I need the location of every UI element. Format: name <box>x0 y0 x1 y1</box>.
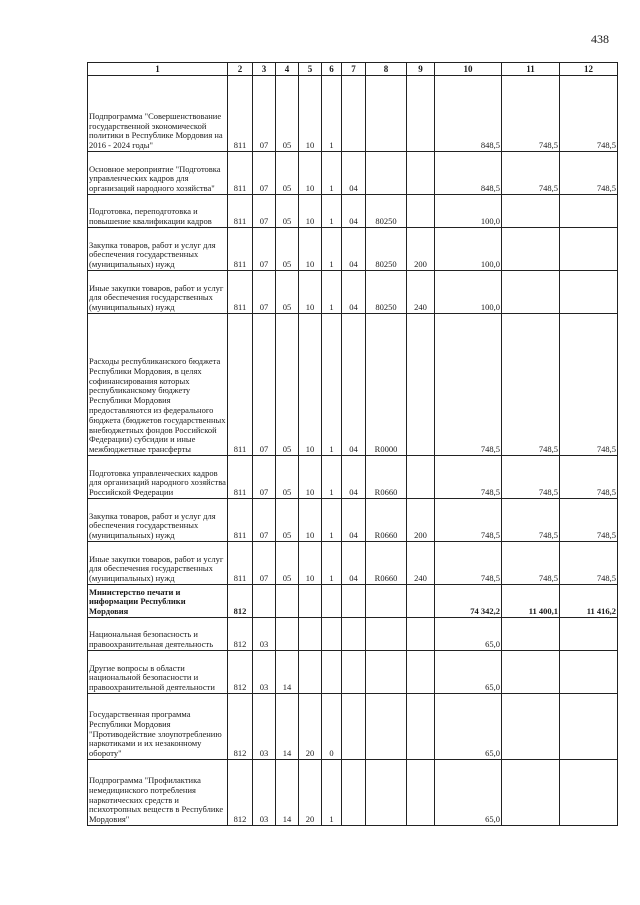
subprogram-code-cell: 1 <box>322 760 342 826</box>
amount-year-3-cell: 748,5 <box>560 499 618 542</box>
amount-year-1-cell: 748,5 <box>435 456 502 499</box>
event-code-cell: 04 <box>342 542 366 585</box>
subsection-code-cell: 14 <box>276 694 299 760</box>
event-code-cell <box>342 76 366 152</box>
amount-year-3-cell: 11 416,2 <box>560 585 618 618</box>
amount-year-3-cell <box>560 694 618 760</box>
event-code-cell: 04 <box>342 314 366 456</box>
amount-year-1-cell: 100,0 <box>435 228 502 271</box>
event-code-cell <box>342 618 366 651</box>
amount-year-2-cell <box>502 228 560 271</box>
subsection-code-cell: 05 <box>276 542 299 585</box>
table-row <box>88 585 618 618</box>
section-code-cell: 07 <box>253 542 276 585</box>
expense-type-code-cell <box>407 618 435 651</box>
ministry-code-cell: 811 <box>228 271 253 314</box>
event-code-cell <box>342 585 366 618</box>
amount-year-2-cell: 748,5 <box>502 456 560 499</box>
row-name-cell: Национальная безопасность и правоохранительная деятельность <box>88 618 228 651</box>
header-cell: 2 <box>228 63 253 76</box>
row-name-cell: Подготовка, переподготовка и повышение квалификации кадров <box>88 195 228 228</box>
header-cell: 4 <box>276 63 299 76</box>
row-name-cell: Подпрограмма "Профилактика немедицинского потребления наркотических средств и психотропных веществ в Республике Мордовия" <box>88 760 228 826</box>
program-code-cell: 10 <box>299 271 322 314</box>
expense-type-code-cell <box>407 694 435 760</box>
section-code-cell: 07 <box>253 314 276 456</box>
expense-direction-code-cell <box>366 152 407 195</box>
subsection-code-cell: 05 <box>276 76 299 152</box>
subsection-code-cell: 05 <box>276 195 299 228</box>
subprogram-code-cell: 1 <box>322 76 342 152</box>
amount-year-2-cell <box>502 271 560 314</box>
expense-type-code-cell: 240 <box>407 271 435 314</box>
subsection-code-cell: 05 <box>276 499 299 542</box>
table-row <box>88 271 618 314</box>
amount-year-1-cell: 65,0 <box>435 651 502 694</box>
table-row <box>88 760 618 826</box>
expense-type-code-cell <box>407 195 435 228</box>
amount-year-3-cell <box>560 760 618 826</box>
table-header-row <box>88 63 618 76</box>
event-code-cell: 04 <box>342 195 366 228</box>
subprogram-code-cell <box>322 651 342 694</box>
expense-type-code-cell <box>407 651 435 694</box>
amount-year-3-cell <box>560 228 618 271</box>
amount-year-3-cell <box>560 651 618 694</box>
row-name-cell: Министерство печати и информации Республики Мордовия <box>88 585 228 618</box>
amount-year-2-cell <box>502 694 560 760</box>
row-name-cell: Государственная программа Республики Мордовия "Противодействие злоупотреблению наркотиками и их незаконному обороту" <box>88 694 228 760</box>
row-name-cell: Иные закупки товаров, работ и услуг для обеспечения государственных (муниципальных) нужд <box>88 542 228 585</box>
event-code-cell: 04 <box>342 271 366 314</box>
amount-year-3-cell: 748,5 <box>560 456 618 499</box>
table-row <box>88 195 618 228</box>
section-code-cell: 07 <box>253 76 276 152</box>
expense-type-code-cell <box>407 152 435 195</box>
header-cell: 5 <box>299 63 322 76</box>
event-code-cell: 04 <box>342 152 366 195</box>
expense-direction-code-cell <box>366 585 407 618</box>
subsection-code-cell: 14 <box>276 651 299 694</box>
amount-year-2-cell <box>502 651 560 694</box>
subprogram-code-cell: 1 <box>322 542 342 585</box>
ministry-code-cell: 811 <box>228 499 253 542</box>
section-code-cell: 03 <box>253 618 276 651</box>
section-code-cell: 07 <box>253 456 276 499</box>
subprogram-code-cell: 1 <box>322 152 342 195</box>
expense-type-code-cell <box>407 456 435 499</box>
row-name-cell: Основное мероприятие "Подготовка управленческих кадров для организаций народного хозяйства" <box>88 152 228 195</box>
expense-type-code-cell <box>407 76 435 152</box>
subsection-code-cell <box>276 585 299 618</box>
table-row <box>88 228 618 271</box>
expense-direction-code-cell <box>366 76 407 152</box>
expense-direction-code-cell: R0660 <box>366 542 407 585</box>
subprogram-code-cell <box>322 585 342 618</box>
ministry-code-cell: 811 <box>228 456 253 499</box>
expense-direction-code-cell <box>366 760 407 826</box>
row-name-cell: Подпрограмма "Совершенствование государственной экономической политики в Республике Мордовия на 2016 - 2024 годы" <box>88 76 228 152</box>
expense-type-code-cell <box>407 585 435 618</box>
section-code-cell: 07 <box>253 228 276 271</box>
expense-direction-code-cell: R0660 <box>366 499 407 542</box>
table-row <box>88 542 618 585</box>
program-code-cell <box>299 585 322 618</box>
subprogram-code-cell: 1 <box>322 314 342 456</box>
ministry-code-cell: 812 <box>228 694 253 760</box>
program-code-cell: 10 <box>299 542 322 585</box>
table-row <box>88 499 618 542</box>
expense-direction-code-cell: 80250 <box>366 271 407 314</box>
page-number: 438 <box>591 32 609 46</box>
section-code-cell: 03 <box>253 760 276 826</box>
header-cell: 1 <box>88 63 228 76</box>
amount-year-1-cell: 74 342,2 <box>435 585 502 618</box>
header-cell: 11 <box>502 63 560 76</box>
budget-table <box>87 62 618 826</box>
program-code-cell: 10 <box>299 314 322 456</box>
section-code-cell: 07 <box>253 152 276 195</box>
expense-type-code-cell <box>407 760 435 826</box>
table-row <box>88 618 618 651</box>
event-code-cell: 04 <box>342 456 366 499</box>
expense-direction-code-cell: 80250 <box>366 195 407 228</box>
expense-direction-code-cell <box>366 618 407 651</box>
amount-year-3-cell: 748,5 <box>560 314 618 456</box>
ministry-code-cell: 812 <box>228 760 253 826</box>
program-code-cell <box>299 618 322 651</box>
section-code-cell: 03 <box>253 651 276 694</box>
subprogram-code-cell: 1 <box>322 499 342 542</box>
ministry-code-cell: 811 <box>228 314 253 456</box>
section-code-cell: 07 <box>253 271 276 314</box>
row-name-cell: Иные закупки товаров, работ и услуг для обеспечения государственных (муниципальных) нужд <box>88 271 228 314</box>
table-row <box>88 651 618 694</box>
ministry-code-cell: 811 <box>228 76 253 152</box>
amount-year-3-cell: 748,5 <box>560 542 618 585</box>
program-code-cell: 10 <box>299 228 322 271</box>
row-name-cell: Другие вопросы в области национальной безопасности и правоохранительной деятельности <box>88 651 228 694</box>
header-cell: 3 <box>253 63 276 76</box>
subsection-code-cell: 05 <box>276 152 299 195</box>
amount-year-1-cell: 100,0 <box>435 271 502 314</box>
expense-type-code-cell: 240 <box>407 542 435 585</box>
amount-year-3-cell <box>560 618 618 651</box>
program-code-cell: 20 <box>299 760 322 826</box>
table-row <box>88 314 618 456</box>
amount-year-2-cell: 748,5 <box>502 542 560 585</box>
amount-year-1-cell: 848,5 <box>435 152 502 195</box>
section-code-cell: 03 <box>253 694 276 760</box>
header-cell: 12 <box>560 63 618 76</box>
expense-type-code-cell: 200 <box>407 228 435 271</box>
program-code-cell: 10 <box>299 456 322 499</box>
expense-direction-code-cell: R0000 <box>366 314 407 456</box>
row-name-cell: Расходы республиканского бюджета Республики Мордовия, в целях софинансирования которых республиканскому бюджету Республики Мордовия предоставляются из федерального бюджета (бюджетов государственных внебюджетных фондов Российской Федерации) субсидии и иные межбюджетные трансферты <box>88 314 228 456</box>
row-name-cell: Закупка товаров, работ и услуг для обеспечения государственных (муниципальных) нужд <box>88 228 228 271</box>
amount-year-1-cell: 748,5 <box>435 499 502 542</box>
subsection-code-cell: 05 <box>276 314 299 456</box>
amount-year-3-cell: 748,5 <box>560 76 618 152</box>
subsection-code-cell <box>276 618 299 651</box>
header-cell: 8 <box>366 63 407 76</box>
program-code-cell: 10 <box>299 76 322 152</box>
section-code-cell: 07 <box>253 499 276 542</box>
ministry-code-cell: 812 <box>228 618 253 651</box>
row-name-cell: Подготовка управленческих кадров для организаций народного хозяйства Российской Федерации <box>88 456 228 499</box>
amount-year-2-cell: 748,5 <box>502 152 560 195</box>
subsection-code-cell: 05 <box>276 228 299 271</box>
event-code-cell: 04 <box>342 499 366 542</box>
program-code-cell: 10 <box>299 499 322 542</box>
expense-type-code-cell: 200 <box>407 499 435 542</box>
amount-year-3-cell <box>560 271 618 314</box>
table-body <box>88 76 618 826</box>
subsection-code-cell: 05 <box>276 271 299 314</box>
ministry-code-cell: 812 <box>228 585 253 618</box>
expense-direction-code-cell <box>366 651 407 694</box>
ministry-code-cell: 811 <box>228 152 253 195</box>
amount-year-2-cell <box>502 760 560 826</box>
table-row <box>88 456 618 499</box>
program-code-cell: 20 <box>299 694 322 760</box>
amount-year-2-cell <box>502 195 560 228</box>
ministry-code-cell: 811 <box>228 195 253 228</box>
table-row <box>88 152 618 195</box>
expense-direction-code-cell: 80250 <box>366 228 407 271</box>
section-code-cell: 07 <box>253 195 276 228</box>
event-code-cell <box>342 694 366 760</box>
subprogram-code-cell: 1 <box>322 228 342 271</box>
amount-year-1-cell: 748,5 <box>435 542 502 585</box>
header-cell: 6 <box>322 63 342 76</box>
ministry-code-cell: 811 <box>228 228 253 271</box>
subsection-code-cell: 05 <box>276 456 299 499</box>
header-cell: 7 <box>342 63 366 76</box>
ministry-code-cell: 811 <box>228 542 253 585</box>
amount-year-3-cell <box>560 195 618 228</box>
amount-year-2-cell <box>502 618 560 651</box>
amount-year-1-cell: 848,5 <box>435 76 502 152</box>
program-code-cell: 10 <box>299 152 322 195</box>
subprogram-code-cell: 1 <box>322 456 342 499</box>
amount-year-1-cell: 65,0 <box>435 694 502 760</box>
event-code-cell <box>342 651 366 694</box>
ministry-code-cell: 812 <box>228 651 253 694</box>
subprogram-code-cell: 0 <box>322 694 342 760</box>
row-name-cell: Закупка товаров, работ и услуг для обеспечения государственных (муниципальных) нужд <box>88 499 228 542</box>
section-code-cell <box>253 585 276 618</box>
event-code-cell: 04 <box>342 228 366 271</box>
table-row <box>88 694 618 760</box>
expense-type-code-cell <box>407 314 435 456</box>
program-code-cell <box>299 651 322 694</box>
expense-direction-code-cell <box>366 694 407 760</box>
header-cell: 10 <box>435 63 502 76</box>
amount-year-1-cell: 100,0 <box>435 195 502 228</box>
amount-year-3-cell: 748,5 <box>560 152 618 195</box>
event-code-cell <box>342 760 366 826</box>
expense-direction-code-cell: R0660 <box>366 456 407 499</box>
program-code-cell: 10 <box>299 195 322 228</box>
subprogram-code-cell <box>322 618 342 651</box>
amount-year-2-cell: 748,5 <box>502 76 560 152</box>
amount-year-2-cell: 11 400,1 <box>502 585 560 618</box>
amount-year-1-cell: 65,0 <box>435 760 502 826</box>
amount-year-1-cell: 748,5 <box>435 314 502 456</box>
subsection-code-cell: 14 <box>276 760 299 826</box>
subprogram-code-cell: 1 <box>322 195 342 228</box>
table-row <box>88 76 618 152</box>
amount-year-1-cell: 65,0 <box>435 618 502 651</box>
subprogram-code-cell: 1 <box>322 271 342 314</box>
header-cell: 9 <box>407 63 435 76</box>
amount-year-2-cell: 748,5 <box>502 314 560 456</box>
amount-year-2-cell: 748,5 <box>502 499 560 542</box>
